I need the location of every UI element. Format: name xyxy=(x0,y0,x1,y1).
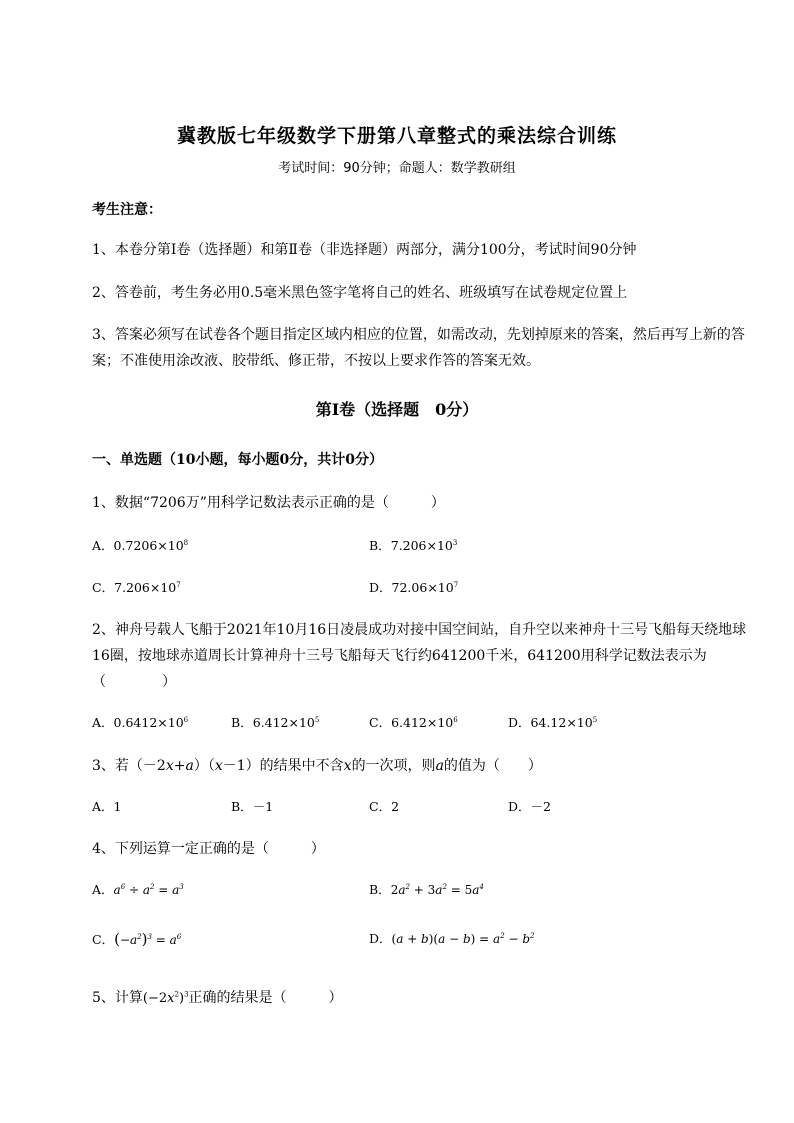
option-exponent: 8 xyxy=(183,538,189,547)
option-exponent: 6 xyxy=(453,715,458,724)
option-label: B． xyxy=(231,799,253,814)
question-4-option-a[interactable] xyxy=(92,880,184,900)
option-value: －2 xyxy=(530,799,551,814)
option-value: 2 xyxy=(391,799,400,814)
stem-text: 3、若（－2 xyxy=(92,758,166,774)
notice-item: 2、答卷前，考生务必用0.5毫米黑色签字笔将自己的姓名、班级填写在试卷规定位置上 xyxy=(92,285,628,301)
question-1-option-a[interactable] xyxy=(92,536,188,556)
option-exponent: 5 xyxy=(314,715,320,724)
question-1-option-d[interactable] xyxy=(369,578,458,598)
option-label: A． xyxy=(92,538,114,553)
notice-item: 1、本卷分第I卷（选择题）和第Ⅱ卷（非选择题）两部分，满分100分，考试时间90分钟 xyxy=(92,242,637,258)
option-exponent: 3 xyxy=(452,538,458,547)
stem-text: 正确的结果是（ ） xyxy=(188,990,343,1006)
stem-text: 的值为（ ） xyxy=(443,758,542,774)
option-formula: $a^6 \div a^2 = a^3$ xyxy=(113,883,184,897)
option-value: 64.12×10 xyxy=(530,715,593,730)
option-label: D． xyxy=(369,931,392,946)
question-3-option-c[interactable] xyxy=(369,797,399,817)
stem-text: 的一次项，则 xyxy=(351,758,436,774)
option-value: 72.06×10 xyxy=(391,580,454,595)
question-4-option-c[interactable] xyxy=(92,929,181,950)
stem-text: 5、计算 xyxy=(92,990,143,1006)
option-label: D． xyxy=(369,580,392,595)
option-exponent: 6 xyxy=(183,715,189,724)
option-label: A． xyxy=(92,799,114,814)
option-value: 0.7206×10 xyxy=(113,538,184,553)
stem-text: ）（ xyxy=(193,758,215,774)
option-label: D． xyxy=(508,715,531,730)
question-2-option-d[interactable] xyxy=(508,713,597,733)
question-3-option-d[interactable] xyxy=(508,797,551,817)
option-label: B． xyxy=(369,882,391,897)
page-title: 冀教版七年级数学下册第八章整式的乘法综合训练 xyxy=(176,125,617,147)
question-3-stem xyxy=(92,753,542,779)
option-formula: $(-a^2)^3 = a^6$ xyxy=(114,930,182,948)
stem-variable: x xyxy=(214,758,223,774)
question-4-stem: 4、下列运算一定正确的是（ ） xyxy=(92,841,325,857)
stem-variable: a xyxy=(435,758,444,774)
option-label: C． xyxy=(92,580,115,595)
option-label: C． xyxy=(369,799,392,814)
question-2-option-c[interactable] xyxy=(369,713,458,733)
question-2-option-a[interactable] xyxy=(92,713,188,733)
option-formula: $(a + b)(a - b) = a^2 - b^2$ xyxy=(391,932,535,946)
question-3-option-b[interactable] xyxy=(231,797,273,817)
stem-formula: $(-2x^2)^3$ xyxy=(142,990,189,1006)
option-label: B． xyxy=(231,715,253,730)
section-title: 第I卷（选择题 0分） xyxy=(315,400,479,419)
question-4-option-b[interactable] xyxy=(369,880,484,900)
question-1-option-c[interactable] xyxy=(92,578,181,598)
stem-variable: a xyxy=(185,758,194,774)
question-4-option-d[interactable] xyxy=(369,929,535,949)
question-1-option-b[interactable] xyxy=(369,536,457,556)
option-label: A． xyxy=(92,715,114,730)
option-value: 0.6412×10 xyxy=(113,715,184,730)
question-5-stem xyxy=(92,985,343,1012)
question-2-stem: 2、神舟号载人飞船于2021年10月16日凌晨成功对接中国空间站，自升空以来神舟十三号飞船每天绕地球16圈，按地球赤道周长计算神舟十三号飞船每天飞行约641200千米，641200用科学记数法表示为（ ） xyxy=(92,622,747,690)
option-label: C． xyxy=(92,932,115,947)
option-formula: $2a^2 + 3a^2 = 5a^4$ xyxy=(390,883,484,897)
option-exponent: 7 xyxy=(176,580,181,589)
option-value: 7.206×10 xyxy=(390,538,453,553)
question-2-option-b[interactable] xyxy=(231,713,319,733)
option-exponent: 7 xyxy=(453,580,459,589)
notice-heading: 考生注意： xyxy=(92,202,162,218)
question-3-option-a[interactable] xyxy=(92,797,121,817)
stem-variable: x xyxy=(343,758,352,774)
option-value: 6.412×10 xyxy=(391,715,454,730)
stem-text: －1）的结果中不含 xyxy=(222,758,344,774)
exam-info: 考试时间：90分钟；命题人：数学教研组 xyxy=(278,161,516,176)
question-1-stem: 1、数据“7206万”用科学记数法表示正确的是（ ） xyxy=(92,495,445,511)
option-value: 6.412×10 xyxy=(252,715,315,730)
option-exponent: 5 xyxy=(592,715,598,724)
option-value: －1 xyxy=(252,799,274,814)
option-label: A． xyxy=(92,882,114,897)
notice-item: 3、答案必须写在试卷各个题目指定区域内相应的位置，如需改动，先划掉原来的答案，然后再写上新的答案；不准使用涂改液、胶带纸、修正带，不按以上要求作答的答案无效。 xyxy=(92,327,745,369)
part-heading: 一、单选题（10小题，每小题0分，共计0分） xyxy=(92,452,383,468)
option-label: D． xyxy=(508,799,531,814)
option-label: C． xyxy=(369,715,392,730)
option-value: 1 xyxy=(113,799,122,814)
option-value: 7.206×10 xyxy=(114,580,177,595)
stem-variable: x xyxy=(165,758,174,774)
stem-text: + xyxy=(173,758,186,774)
option-label: B． xyxy=(369,538,391,553)
